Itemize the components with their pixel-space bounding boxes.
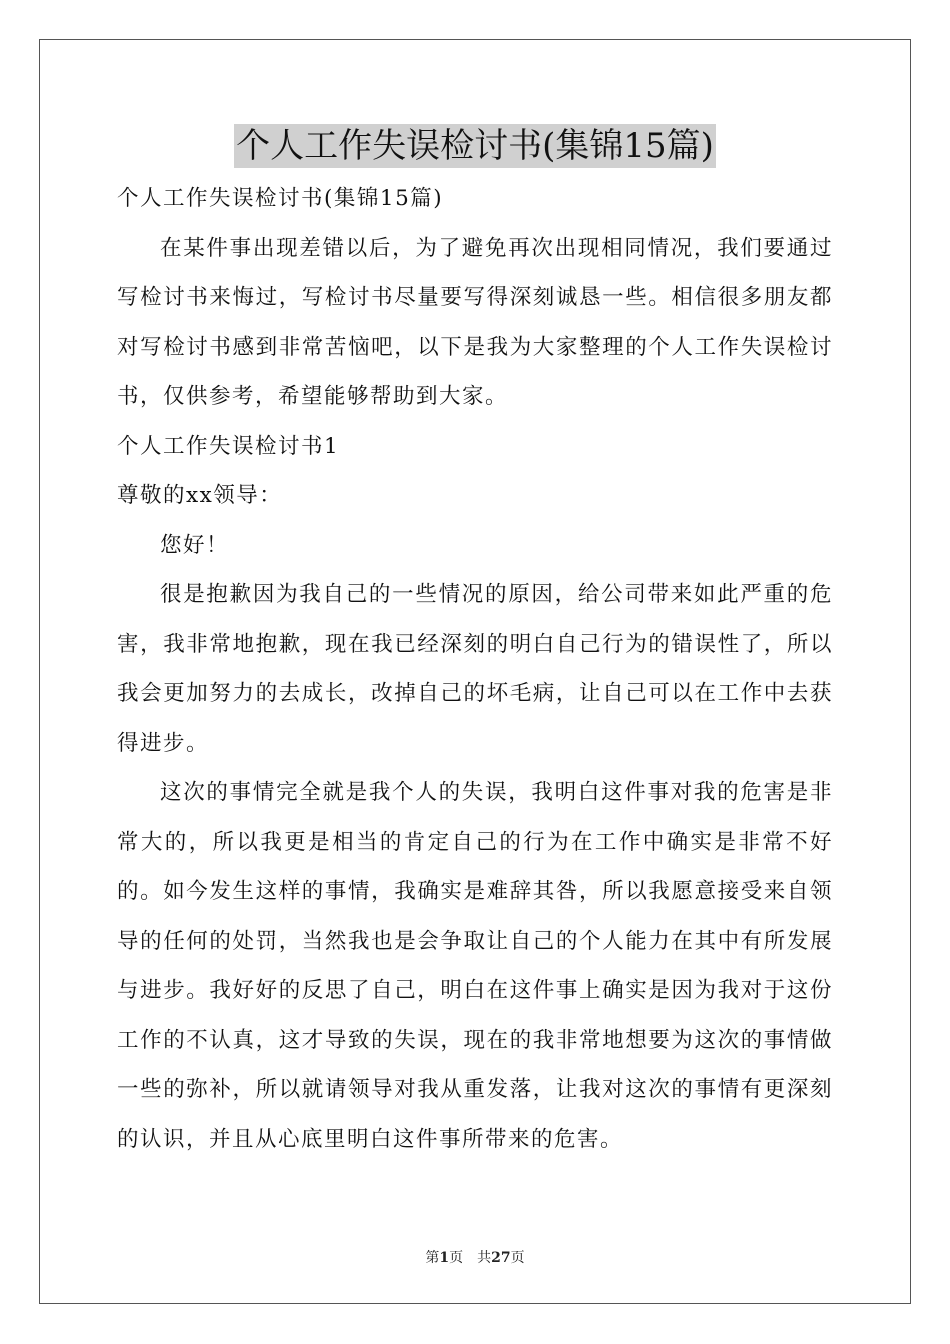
total-suffix: 页 xyxy=(510,1250,525,1266)
page-footer xyxy=(0,1247,950,1267)
greeting: 您好！ xyxy=(160,532,230,558)
intro-paragraph: 在某件事出现差错以后，为了避免再次出现相同情况，我们要通过写检讨书来悔过，写检讨书尽量要写得深刻诚恳一些。相信很多朋友都对写检讨书感到非常苦恼吧，以下是我为大家整理的个人工作失误检讨书，仅供参考，希望能够帮助到大家。 xyxy=(117,235,833,409)
document-title: 个人工作失误检讨书(集锦15篇) xyxy=(236,126,714,166)
page-current: 1 xyxy=(439,1250,450,1266)
body-paragraph-1: 很是抱歉因为我自己的一些情况的原因，给公司带来如此严重的危害，我非常地抱歉，现在我已经深刻的明白自己行为的错误性了，所以我会更加努力的去成长，改掉自己的坏毛病，让自己可以在工作中去获得进步。 xyxy=(117,582,833,756)
salutation: 尊敬的xx领导： xyxy=(117,483,283,508)
page-total: 27 xyxy=(491,1250,511,1266)
section-heading: 个人工作失误检讨书1 xyxy=(117,433,340,459)
page-prefix: 第 xyxy=(425,1250,440,1266)
page-suffix: 页 xyxy=(449,1250,464,1266)
document-title-block xyxy=(0,124,950,168)
document-subtitle: 个人工作失误检讨书(集锦15篇) xyxy=(117,186,444,211)
document-body xyxy=(117,174,833,1164)
body-paragraph-2: 这次的事情完全就是我个人的失误，我明白这件事对我的危害是非常大的，所以我更是相当的肯定自己的行为在工作中确实是非常不好的。如今发生这样的事情，我确实是难辞其咎，所以我愿意接受来自领导的任何的处罚，当然我也是会争取让自己的个人能力在其中有所发展与进步。我好好的反思了自己，明白在这件事上确实是因为我对于这份工作的不认真，这才导致的失误，现在的我非常地想要为这次的事情做一些的弥补，所以就请领导对我从重发落，让我对这次的事情有更深刻的认识，并且从心底里明白这件事所带来的危害。 xyxy=(117,780,833,1152)
total-prefix: 共 xyxy=(477,1250,492,1266)
